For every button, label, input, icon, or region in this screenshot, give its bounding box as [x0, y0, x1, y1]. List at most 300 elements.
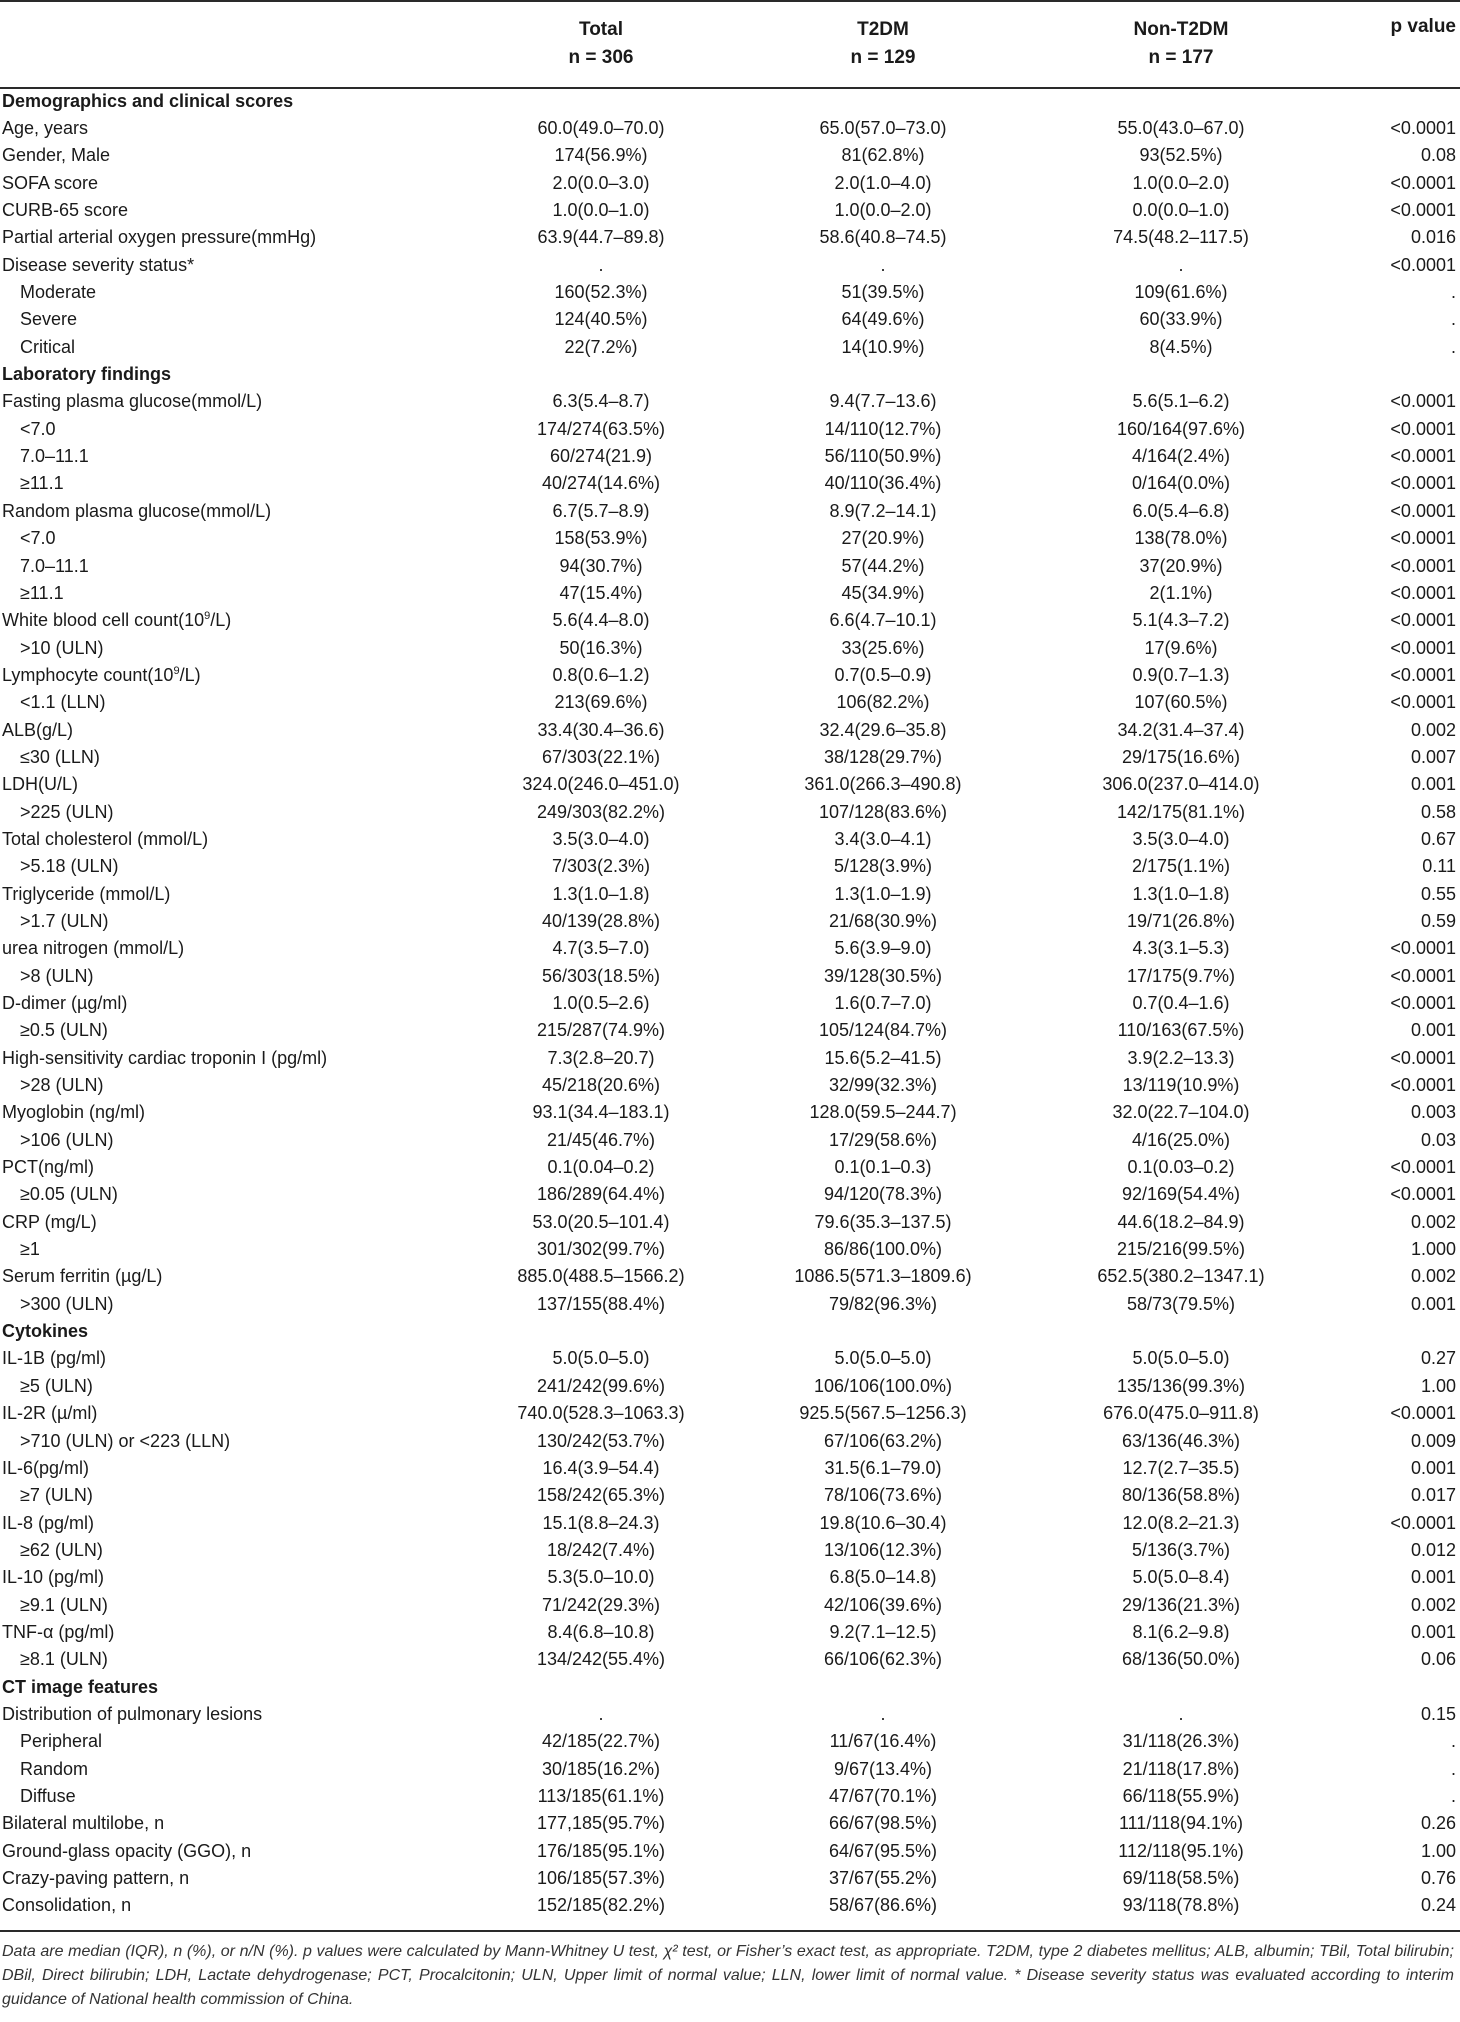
cell-t2dm: 79.6(35.3–137.5) — [814, 1211, 952, 1232]
table-row — [0, 1700, 1460, 1727]
cell-p-value: <0.0001 — [1390, 200, 1456, 221]
cell-p-value: 0.67 — [1420, 828, 1456, 849]
cell-p-value: <0.0001 — [1390, 528, 1456, 549]
row-label — [0, 497, 478, 524]
cell-non-t2dm: 12.7(2.7–35.5) — [1122, 1457, 1240, 1478]
cell-non-t2dm: 13/119(10.9%) — [1122, 1075, 1240, 1096]
cell-t2dm: 27(20.9%) — [841, 528, 925, 549]
row-label-text: High-sensitivity cardiac troponin I (pg/ml) — [2, 1047, 328, 1068]
cell-p-value: <0.0001 — [1390, 1184, 1456, 1205]
row-label — [0, 1837, 478, 1864]
cell-p-value: 0.55 — [1420, 883, 1456, 904]
cell-t2dm: 1.0(0.0–2.0) — [834, 200, 932, 221]
cell-t2dm: 32.4(29.6–35.8) — [819, 719, 947, 740]
cell-non-t2dm: 17/175(9.7%) — [1126, 965, 1236, 986]
cell-total: 18/242(7.4%) — [546, 1539, 656, 1560]
cell-total: 249/303(82.2%) — [536, 801, 666, 822]
table-row — [0, 1810, 1460, 1837]
cell-total: 53.0(20.5–101.4) — [532, 1211, 670, 1232]
row-label — [0, 716, 478, 743]
header-p-value-name: p value — [1390, 16, 1456, 37]
section-empty-cell — [724, 1673, 1042, 1700]
cell-non-t2dm: 8(4.5%) — [1149, 336, 1213, 357]
cell-p-value: 0.001 — [1410, 1020, 1456, 1041]
cell-t2dm: 1.6(0.7–7.0) — [834, 993, 932, 1014]
row-label — [0, 1646, 478, 1673]
cell-total: 30/185(16.2%) — [541, 1758, 661, 1779]
cell-t2dm: 21/68(30.9%) — [828, 910, 938, 931]
cell-t2dm: 42/106(39.6%) — [823, 1594, 943, 1615]
cell-non-t2dm: 93/118(78.8%) — [1122, 1895, 1240, 1916]
table-row — [0, 1126, 1460, 1153]
cell-t2dm: . — [880, 1703, 886, 1724]
cell-t2dm: 66/106(62.3%) — [823, 1649, 943, 1670]
cell-p-value: 0.002 — [1410, 1266, 1456, 1287]
row-label — [0, 907, 478, 934]
cell-t2dm: 86/86(100.0%) — [823, 1239, 943, 1260]
cell-total: 1.0(0.5–2.6) — [552, 993, 650, 1014]
cell-p-value: 0.001 — [1410, 1621, 1456, 1642]
row-label-text: Triglyceride (mmol/L) — [2, 883, 171, 904]
row-label-text: Laboratory findings — [2, 364, 172, 385]
cell-total: 16.4(3.9–54.4) — [542, 1457, 660, 1478]
cell-non-t2dm: . — [1178, 254, 1184, 275]
row-label — [0, 1482, 478, 1509]
row-label — [0, 1372, 478, 1399]
row-label-text: >5.18 (ULN) — [20, 856, 119, 877]
row-label-superscript: 9 — [204, 610, 211, 623]
cell-p-value: <0.0001 — [1390, 555, 1456, 576]
row-label-text: ≥11.1 — [20, 582, 64, 603]
cell-t2dm: 107/128(83.6%) — [818, 801, 948, 822]
cell-t2dm: 37/67(55.2%) — [828, 1868, 938, 1889]
cell-total: 740.0(528.3–1063.3) — [517, 1403, 685, 1424]
cell-total: 137/155(88.4%) — [536, 1293, 666, 1314]
cell-p-value: . — [1450, 309, 1456, 330]
header-total-name: Total — [579, 18, 623, 40]
cell-non-t2dm: 0/164(0.0%) — [1131, 473, 1231, 494]
table-row — [0, 142, 1460, 169]
cell-non-t2dm: 0.0(0.0–1.0) — [1132, 200, 1230, 221]
cell-p-value: 0.58 — [1420, 801, 1456, 822]
cell-non-t2dm: 652.5(380.2–1347.1) — [1097, 1266, 1265, 1287]
cell-t2dm: 11/67(16.4%) — [829, 1731, 937, 1752]
cell-t2dm: 58.6(40.8–74.5) — [819, 227, 947, 248]
row-label-text: ≥0.5 (ULN) — [20, 1020, 108, 1041]
cell-p-value: 0.11 — [1422, 856, 1456, 877]
cell-non-t2dm: 80/136(58.8%) — [1121, 1485, 1241, 1506]
row-label-text: ≥62 (ULN) — [20, 1539, 103, 1560]
row-label-text: >106 (ULN) — [20, 1129, 114, 1150]
row-label — [0, 224, 478, 251]
row-label-text: Fasting plasma glucose(mmol/L) — [2, 391, 263, 412]
row-label — [0, 1290, 478, 1317]
cell-total: 0.8(0.6–1.2) — [552, 664, 650, 685]
cell-total: 160(52.3%) — [554, 282, 648, 303]
cell-p-value: 0.017 — [1410, 1485, 1456, 1506]
cell-p-value: <0.0001 — [1390, 993, 1456, 1014]
row-label-text: Partial arterial oxygen pressure(mmHg) — [2, 227, 317, 248]
table-row — [0, 251, 1460, 278]
table-bottom-rule — [0, 1930, 1460, 1932]
header-t2dm — [724, 0, 1042, 87]
cell-non-t2dm: 306.0(237.0–414.0) — [1102, 774, 1260, 795]
table-header-row — [0, 0, 1460, 87]
cell-total: 50(16.3%) — [559, 637, 643, 658]
cell-non-t2dm: 107(60.5%) — [1134, 692, 1228, 713]
row-label — [0, 798, 478, 825]
cell-non-t2dm: . — [1178, 1703, 1184, 1724]
cell-p-value: 0.59 — [1420, 910, 1456, 931]
cell-non-t2dm: 32.0(22.7–104.0) — [1112, 1102, 1250, 1123]
cell-t2dm: 56/110(50.9%) — [824, 446, 942, 467]
cell-non-t2dm: 17(9.6%) — [1144, 637, 1218, 658]
row-label — [0, 989, 478, 1016]
cell-t2dm: 81(62.8%) — [841, 145, 925, 166]
row-label — [0, 579, 478, 606]
header-t2dm-name: T2DM — [857, 18, 909, 40]
row-label-text: Disease severity status* — [2, 254, 195, 275]
cell-p-value: <0.0001 — [1390, 418, 1456, 439]
cell-p-value: <0.0001 — [1390, 1047, 1456, 1068]
section-row — [0, 360, 1460, 387]
cell-total: 176/185(95.1%) — [536, 1840, 666, 1861]
cell-total: 1.3(1.0–1.8) — [552, 883, 650, 904]
cell-p-value: <0.0001 — [1390, 254, 1456, 275]
cell-t2dm: 3.4(3.0–4.1) — [834, 828, 932, 849]
table-row — [0, 497, 1460, 524]
section-heading — [0, 87, 478, 114]
cell-p-value: 0.012 — [1410, 1539, 1456, 1560]
row-label-text: >225 (ULN) — [20, 801, 114, 822]
section-empty-cell — [724, 87, 1042, 114]
table-row — [0, 1564, 1460, 1591]
header-t2dm-n: n = 129 — [850, 46, 916, 68]
cell-t2dm: 65.0(57.0–73.0) — [819, 118, 947, 139]
cell-total: 42/185(22.7%) — [541, 1731, 661, 1752]
table-row — [0, 1782, 1460, 1809]
row-label-text: Cytokines — [2, 1321, 89, 1342]
cell-total: 1.0(0.0–1.0) — [552, 200, 650, 221]
cell-t2dm: 9/67(13.4%) — [833, 1758, 933, 1779]
cell-t2dm: 1.3(1.0–1.9) — [834, 883, 932, 904]
row-label-text: Lymphocyte count(10 — [2, 664, 174, 685]
row-label — [0, 607, 478, 634]
section-heading — [0, 1317, 478, 1344]
cell-p-value: 0.26 — [1420, 1813, 1456, 1834]
cell-total: 158(53.9%) — [554, 528, 648, 549]
table-row — [0, 1044, 1460, 1071]
cell-non-t2dm: 138(78.0%) — [1134, 528, 1228, 549]
table-row — [0, 1536, 1460, 1563]
cell-p-value: 1.00 — [1420, 1375, 1456, 1396]
cell-total: 3.5(3.0–4.0) — [552, 828, 650, 849]
cell-non-t2dm: 5.0(5.0–8.4) — [1132, 1567, 1230, 1588]
cell-t2dm: 64/67(95.5%) — [828, 1840, 938, 1861]
row-label — [0, 689, 478, 716]
row-label — [0, 442, 478, 469]
cell-p-value: 0.007 — [1410, 746, 1456, 767]
cell-t2dm: 78/106(73.6%) — [823, 1485, 943, 1506]
cell-non-t2dm: 110/163(67.5%) — [1117, 1020, 1245, 1041]
cell-non-t2dm: 29/175(16.6%) — [1121, 746, 1241, 767]
row-label-text: ≥7 (ULN) — [20, 1485, 93, 1506]
table-row — [0, 278, 1460, 305]
section-empty-cell — [724, 360, 1042, 387]
cell-p-value: . — [1450, 1731, 1456, 1752]
row-label-suffix: /L) — [179, 664, 201, 685]
row-label — [0, 1427, 478, 1454]
cell-p-value: . — [1450, 1785, 1456, 1806]
row-label — [0, 470, 478, 497]
cell-t2dm: 14/110(12.7%) — [824, 418, 942, 439]
cell-total: 33.4(30.4–36.6) — [537, 719, 665, 740]
row-label — [0, 1208, 478, 1235]
row-label-text: Consolidation, n — [2, 1895, 132, 1916]
row-label-text: Moderate — [20, 282, 97, 303]
header-label-column — [0, 0, 478, 87]
cell-non-t2dm: 19/71(26.8%) — [1126, 910, 1236, 931]
cell-p-value: <0.0001 — [1390, 938, 1456, 959]
section-empty-cell — [1042, 1673, 1320, 1700]
cell-t2dm: 1086.5(571.3–1809.6) — [794, 1266, 972, 1287]
cell-total: 106/185(57.3%) — [536, 1868, 666, 1889]
cell-t2dm: 51(39.5%) — [841, 282, 925, 303]
table-row — [0, 935, 1460, 962]
cell-non-t2dm: 215/216(99.5%) — [1116, 1239, 1246, 1260]
cell-total: 215/287(74.9%) — [536, 1020, 666, 1041]
cell-p-value: 0.002 — [1410, 1211, 1456, 1232]
row-label — [0, 1235, 478, 1262]
cell-p-value: <0.0001 — [1390, 473, 1456, 494]
row-label — [0, 388, 478, 415]
cell-non-t2dm: 44.6(18.2–84.9) — [1117, 1211, 1245, 1232]
row-label-text: Random plasma glucose(mmol/L) — [2, 500, 272, 521]
cell-p-value: 0.002 — [1410, 719, 1456, 740]
cell-t2dm: 39/128(30.5%) — [823, 965, 943, 986]
row-label-text: ≥11.1 — [20, 473, 64, 494]
cell-total: 60/274(21.9) — [549, 446, 653, 467]
cell-t2dm: 106(82.2%) — [836, 692, 930, 713]
row-label-text: >10 (ULN) — [20, 637, 104, 658]
table-row — [0, 442, 1460, 469]
cell-total: 6.3(5.4–8.7) — [552, 391, 650, 412]
cell-p-value: <0.0001 — [1390, 965, 1456, 986]
cell-p-value: 0.003 — [1410, 1102, 1456, 1123]
section-empty-cell — [1320, 1317, 1460, 1344]
cell-non-t2dm: 37(20.9%) — [1139, 555, 1223, 576]
cell-total: 186/289(64.4%) — [536, 1184, 666, 1205]
table-row — [0, 825, 1460, 852]
row-label-text: 7.0–11.1 — [20, 555, 89, 576]
cell-non-t2dm: 55.0(43.0–67.0) — [1117, 118, 1245, 139]
cell-total: 5.6(4.4–8.0) — [552, 610, 650, 631]
cell-total: 40/274(14.6%) — [541, 473, 661, 494]
cell-total: 40/139(28.8%) — [541, 910, 661, 931]
table-footnote: Data are median (IQR), n (%), or n/N (%). p values were calculated by Mann-Whitney U test, χ² test, or Fisher’s exact test, as appropriate. T2DM, type 2 diabetes mellitus; ALB, albumin; TBil, Total bilirubin; DBil, Direct bilirubin; LDH, Lactate dehydrogenase; PCT, Procalcitonin; ULN, Upper limit of normal value; LLN, lower limit of normal value. * Disease severity status was evaluated according to interim guidance of National health commission of China. — [2, 1943, 1454, 2008]
row-label-text: >28 (ULN) — [20, 1075, 104, 1096]
cell-t2dm: 33(25.6%) — [841, 637, 925, 658]
cell-non-t2dm: 142/175(81.1%) — [1116, 801, 1246, 822]
row-label — [0, 1700, 478, 1727]
row-label — [0, 1099, 478, 1126]
table-row — [0, 1372, 1460, 1399]
table-row — [0, 388, 1460, 415]
row-label — [0, 1153, 478, 1180]
cell-non-t2dm: 0.9(0.7–1.3) — [1132, 664, 1230, 685]
row-label-text: Random — [20, 1758, 89, 1779]
row-label-text: White blood cell count(10 — [2, 610, 205, 631]
row-label-text: Serum ferritin (µg/L) — [2, 1266, 163, 1287]
cell-total: 2.0(0.0–3.0) — [552, 172, 650, 193]
cell-t2dm: 38/128(29.7%) — [823, 746, 943, 767]
table-row — [0, 1071, 1460, 1098]
row-label — [0, 552, 478, 579]
table-row — [0, 962, 1460, 989]
cell-p-value: <0.0001 — [1390, 1403, 1456, 1424]
table-row — [0, 1591, 1460, 1618]
cell-t2dm: 66/67(98.5%) — [828, 1813, 938, 1834]
row-label — [0, 1071, 478, 1098]
cell-p-value: <0.0001 — [1390, 391, 1456, 412]
section-empty-cell — [1042, 360, 1320, 387]
cell-non-t2dm: 69/118(58.5%) — [1122, 1868, 1240, 1889]
table-row — [0, 607, 1460, 634]
row-label — [0, 1864, 478, 1891]
cell-non-t2dm: 21/118(17.8%) — [1122, 1758, 1240, 1779]
cell-non-t2dm: 3.9(2.2–13.3) — [1127, 1047, 1235, 1068]
cell-total: 134/242(55.4%) — [536, 1649, 666, 1670]
cell-total: 124(40.5%) — [554, 309, 648, 330]
table-row — [0, 661, 1460, 688]
cell-t2dm: 19.8(10.6–30.4) — [819, 1512, 947, 1533]
cell-non-t2dm: 4/164(2.4%) — [1131, 446, 1231, 467]
row-label — [0, 196, 478, 223]
cell-p-value: 0.001 — [1410, 1457, 1456, 1478]
cell-p-value: <0.0001 — [1390, 692, 1456, 713]
cell-non-t2dm: 66/118(55.9%) — [1122, 1785, 1240, 1806]
row-label-text: IL-10 (pg/ml) — [2, 1567, 105, 1588]
cell-t2dm: 15.6(5.2–41.5) — [824, 1047, 942, 1068]
table-row — [0, 1646, 1460, 1673]
row-label-text: Total cholesterol (mmol/L) — [2, 828, 209, 849]
cell-non-t2dm: 5/136(3.7%) — [1131, 1539, 1231, 1560]
table-row — [0, 989, 1460, 1016]
cell-non-t2dm: 5.6(5.1–6.2) — [1132, 391, 1230, 412]
row-label-text: SOFA score — [2, 172, 99, 193]
row-label-text: ALB(g/L) — [2, 719, 74, 740]
cell-total: 241/242(99.6%) — [536, 1375, 666, 1396]
cell-p-value: <0.0001 — [1390, 500, 1456, 521]
cell-total: 94(30.7%) — [559, 555, 643, 576]
cell-t2dm: 5/128(3.9%) — [833, 856, 933, 877]
row-label-text: Distribution of pulmonary lesions — [2, 1703, 263, 1724]
table-row — [0, 1618, 1460, 1645]
cell-non-t2dm: 1.0(0.0–2.0) — [1132, 172, 1230, 193]
cell-t2dm: 40/110(36.4%) — [824, 473, 942, 494]
cell-p-value: 0.03 — [1420, 1129, 1456, 1150]
cell-p-value: . — [1450, 282, 1456, 303]
row-label-text: Severe — [20, 309, 78, 330]
table-top-rule — [0, 0, 1460, 2]
cell-non-t2dm: 63/136(46.3%) — [1121, 1430, 1241, 1451]
cell-non-t2dm: 12.0(8.2–21.3) — [1122, 1512, 1240, 1533]
cell-non-t2dm: 8.1(6.2–9.8) — [1132, 1621, 1230, 1642]
cell-total: 158/242(65.3%) — [536, 1485, 666, 1506]
row-label-text: Diffuse — [20, 1785, 76, 1806]
cell-t2dm: 58/67(86.6%) — [828, 1895, 938, 1916]
row-label-suffix: /L) — [210, 610, 232, 631]
cell-p-value: 0.002 — [1410, 1594, 1456, 1615]
cell-t2dm: 17/29(58.6%) — [828, 1129, 938, 1150]
table-row — [0, 798, 1460, 825]
row-label-text: ≥0.05 (ULN) — [20, 1184, 118, 1205]
cell-p-value: 0.016 — [1410, 227, 1456, 248]
table-row — [0, 1345, 1460, 1372]
section-empty-cell — [478, 1317, 724, 1344]
cell-non-t2dm: 111/118(94.1%) — [1118, 1813, 1244, 1834]
cell-t2dm: 6.6(4.7–10.1) — [829, 610, 937, 631]
cell-total: 22(7.2%) — [564, 336, 638, 357]
cell-total: 4.7(3.5–7.0) — [552, 938, 650, 959]
row-label — [0, 525, 478, 552]
cell-non-t2dm: 109(61.6%) — [1134, 282, 1228, 303]
cell-non-t2dm: 676.0(475.0–911.8) — [1103, 1403, 1259, 1424]
cell-total: 56/303(18.5%) — [541, 965, 661, 986]
cell-p-value: <0.0001 — [1390, 118, 1456, 139]
table-row — [0, 1263, 1460, 1290]
cell-total: 324.0(246.0–451.0) — [522, 774, 680, 795]
table-row — [0, 689, 1460, 716]
row-label-text: 7.0–11.1 — [20, 446, 89, 467]
row-label — [0, 1044, 478, 1071]
section-heading — [0, 1673, 478, 1700]
cell-total: 63.9(44.7–89.8) — [537, 227, 665, 248]
section-empty-cell — [478, 87, 724, 114]
cell-non-t2dm: 5.1(4.3–7.2) — [1132, 610, 1230, 631]
cell-p-value: 0.001 — [1410, 774, 1456, 795]
cell-non-t2dm: 3.5(3.0–4.0) — [1132, 828, 1230, 849]
row-label-text: CURB-65 score — [2, 200, 129, 221]
table-row — [0, 1208, 1460, 1235]
cell-t2dm: 64(49.6%) — [841, 309, 925, 330]
cell-t2dm: 67/106(63.2%) — [823, 1430, 943, 1451]
table-row — [0, 1454, 1460, 1481]
row-label-text: IL-6(pg/ml) — [2, 1457, 90, 1478]
cell-non-t2dm: 31/118(26.3%) — [1122, 1731, 1240, 1752]
row-label-text: ≥9.1 (ULN) — [20, 1594, 108, 1615]
section-empty-cell — [1320, 87, 1460, 114]
cell-non-t2dm: 68/136(50.0%) — [1121, 1649, 1241, 1670]
cell-t2dm: 128.0(59.5–244.7) — [809, 1102, 957, 1123]
table-row — [0, 415, 1460, 442]
table-row — [0, 880, 1460, 907]
row-label — [0, 880, 478, 907]
row-label — [0, 1017, 478, 1044]
table-row — [0, 771, 1460, 798]
header-bottom-rule — [0, 87, 1460, 89]
table-row — [0, 1755, 1460, 1782]
table-row — [0, 552, 1460, 579]
section-empty-cell — [1320, 360, 1460, 387]
row-label-text: <7.0 — [20, 528, 56, 549]
cell-t2dm: 8.9(7.2–14.1) — [829, 500, 937, 521]
table-row — [0, 169, 1460, 196]
cell-p-value: 0.08 — [1420, 145, 1456, 166]
row-label — [0, 1345, 478, 1372]
cell-p-value: <0.0001 — [1390, 1075, 1456, 1096]
cell-total: 0.1(0.04–0.2) — [547, 1157, 655, 1178]
